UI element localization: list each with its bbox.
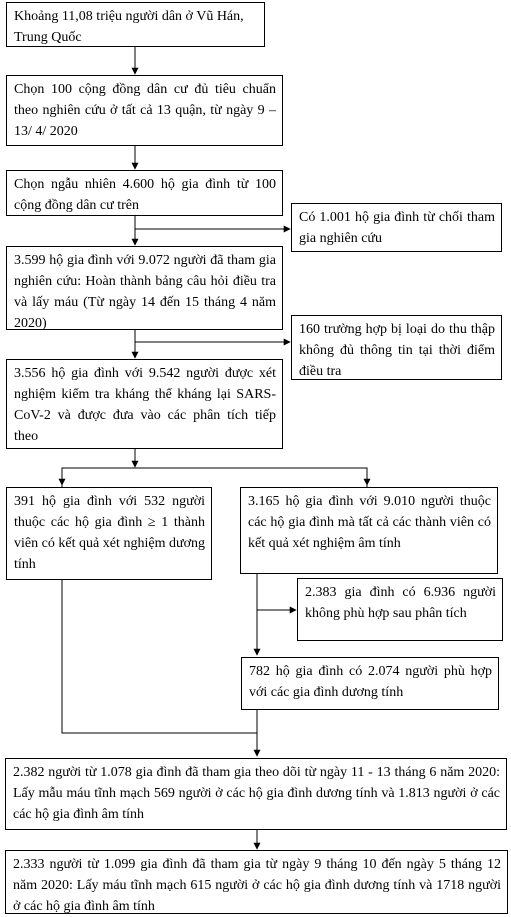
- box-tested: 3.556 hộ gia đình với 9.542 người được xét nghiệm kiểm tra kháng thể kháng lại SARS-CoV-2 và được đưa vào các phân tích tiếp theo: [6, 359, 283, 449]
- box-participated: 3.599 hộ gia đình với 9.072 người đã tham gia nghiên cứu: Hoàn thành bảng câu hỏi điều tra và lấy máu (Từ ngày 14 đến 15 tháng 4 năm 2020): [6, 246, 283, 330]
- box-followup-june: 2.382 người từ 1.078 gia đình đã tham gia theo dõi từ ngày 11 - 13 tháng 6 năm 2020: Lấy mẫu máu tĩnh mạch 569 người ở các hộ gia đình dương tính và 1.813 người ở các các hộ gia đình âm tính: [5, 758, 507, 830]
- box-communities: Chọn 100 cộng đồng dân cư đủ tiêu chuẩn theo nghiên cứu ở tất cả 13 quận, từ ngày 9 – 13/ 4/ 2020: [6, 75, 283, 146]
- merge-line: [62, 579, 257, 733]
- box-random-households: Chọn ngẫu nhiên 4.600 hộ gia đình từ 100 cộng đồng dân cư trên: [6, 170, 283, 216]
- box-positive-households: 391 hộ gia đình với 532 người thuộc các hộ gia đình ≥ 1 thành viên có kết quả xét nghiệm dương tính: [6, 487, 212, 580]
- box-population: Khoảng 11,08 triệu người dân ở Vũ Hán, Trung Quốc: [6, 2, 265, 47]
- box-negative-households: 3.165 hộ gia đình với 9.010 người thuộc các hộ gia đình mà tất cả các thành viên có kết quả xét nghiệm âm tính: [240, 487, 498, 574]
- box-followup-october: 2.333 người từ 1.099 gia đình đã tham gia từ ngày 9 tháng 10 đến ngày 5 tháng 12 năm 2020: Lấy máu tĩnh mạch 615 người ở các hộ gia đình dương tính và 1718 người ở các hộ gia đình âm tính: [5, 850, 508, 914]
- box-excluded: 160 trường hợp bị loại do thu thập không đủ thông tin tại thời điểm điều tra: [291, 315, 502, 380]
- box-not-matched: 2.383 gia đình có 6.936 người không phù hợp sau phân tích: [297, 578, 503, 641]
- box-refused: Có 1.001 hộ gia đình từ chối tham gia nghiên cứu: [291, 203, 502, 252]
- split-bracket: [62, 468, 367, 487]
- box-matched: 782 hộ gia đình có 2.074 người phù hợp với các gia đình dương tính: [241, 657, 499, 710]
